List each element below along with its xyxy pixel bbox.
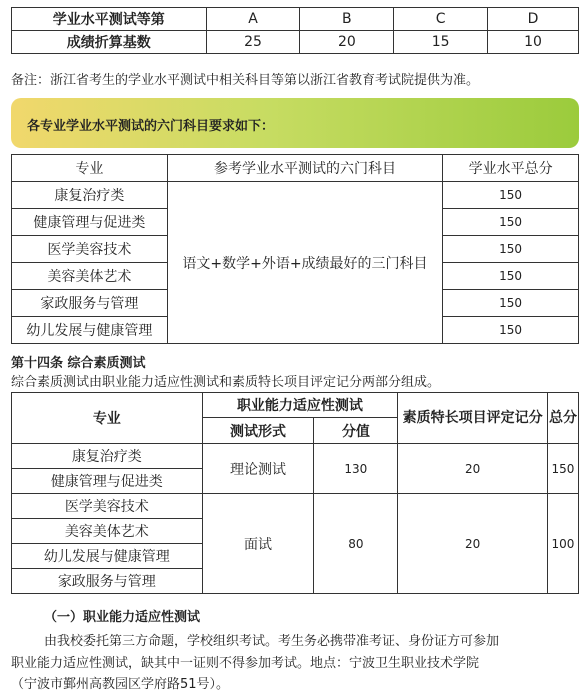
score-cell: 150	[443, 209, 579, 236]
grade-cell: A	[206, 8, 300, 31]
major-cell: 家政服务与管理	[12, 290, 168, 317]
subjects-cell: 语文+数学+外语+成绩最好的三门科目	[167, 182, 443, 344]
major-cell: 医学美容技术	[12, 236, 168, 263]
paragraph-line: 由我校委托第三方命题，学校组织考试。考生务必携带准考证、身份证方可参加	[44, 634, 500, 649]
major-cell: 健康管理与促进类	[12, 209, 168, 236]
score-cell: 150	[443, 182, 579, 209]
form-cell: 理论测试	[202, 444, 314, 494]
quality-table	[11, 392, 579, 594]
base-cell: 25	[206, 31, 300, 54]
table-row	[12, 8, 579, 31]
paragraph-line: （宁波市鄞州高教园区学府路51号）。	[11, 677, 230, 692]
score-cell: 150	[443, 317, 579, 344]
major-cell: 医学美容技术	[12, 494, 203, 519]
score-cell: 150	[443, 263, 579, 290]
major-cell: 康复治疗类	[12, 182, 168, 209]
table-row	[12, 182, 579, 209]
major-cell: 美容美体艺术	[12, 519, 203, 544]
score-cell: 130	[314, 444, 398, 494]
grade-label: 学业水平测试等第	[12, 8, 207, 31]
score-cell: 150	[443, 236, 579, 263]
special-cell: 20	[398, 494, 548, 594]
column-header: 专业	[12, 393, 203, 444]
major-cell: 家政服务与管理	[12, 569, 203, 594]
table-header-row	[12, 393, 579, 418]
column-header: 学业水平总分	[443, 155, 579, 182]
note-text: 备注：浙江省考生的学业水平测试中相关科目等第以浙江省教育考试院提供为准。	[11, 73, 480, 88]
column-header: 素质特长项目评定记分	[398, 393, 548, 444]
section-banner: 各专业学业水平测试的六门科目要求如下：	[11, 98, 579, 148]
grade-cell: B	[300, 8, 394, 31]
special-cell: 20	[398, 444, 548, 494]
total-cell: 100	[547, 494, 578, 594]
major-cell: 幼儿发展与健康管理	[12, 317, 168, 344]
base-label: 成绩折算基数	[12, 31, 207, 54]
table-row	[12, 31, 579, 54]
total-cell: 150	[547, 444, 578, 494]
score-cell: 80	[314, 494, 398, 594]
major-cell: 康复治疗类	[12, 444, 203, 469]
column-header: 专业	[12, 155, 168, 182]
paragraph-line: 职业能力适应性测试，缺其中一证则不得参加考试。地点：宁波卫生职业技术学院	[11, 656, 480, 671]
base-cell: 10	[488, 31, 579, 54]
column-header: 总分	[547, 393, 578, 444]
score-cell: 150	[443, 290, 579, 317]
grade-table	[11, 7, 579, 54]
table-row	[12, 444, 579, 469]
form-cell: 面试	[202, 494, 314, 594]
column-header: 测试形式	[202, 418, 314, 444]
column-header: 职业能力适应性测试	[202, 393, 398, 418]
table-row	[12, 494, 579, 519]
grade-cell: C	[394, 8, 488, 31]
major-cell: 美容美体艺术	[12, 263, 168, 290]
column-header: 参考学业水平测试的六门科目	[167, 155, 443, 182]
article-title: 第十四条 综合素质测试	[11, 356, 146, 371]
article-description: 综合素质测试由职业能力适应性测试和素质特长项目评定记分两部分组成。	[11, 375, 441, 390]
column-header: 分值	[314, 418, 398, 444]
table-header-row	[12, 155, 579, 182]
grade-cell: D	[488, 8, 579, 31]
major-cell: 幼儿发展与健康管理	[12, 544, 203, 569]
major-cell: 健康管理与促进类	[12, 469, 203, 494]
base-cell: 15	[394, 31, 488, 54]
base-cell: 20	[300, 31, 394, 54]
section-heading: （一）职业能力适应性测试	[44, 610, 201, 625]
subject-table	[11, 154, 579, 344]
